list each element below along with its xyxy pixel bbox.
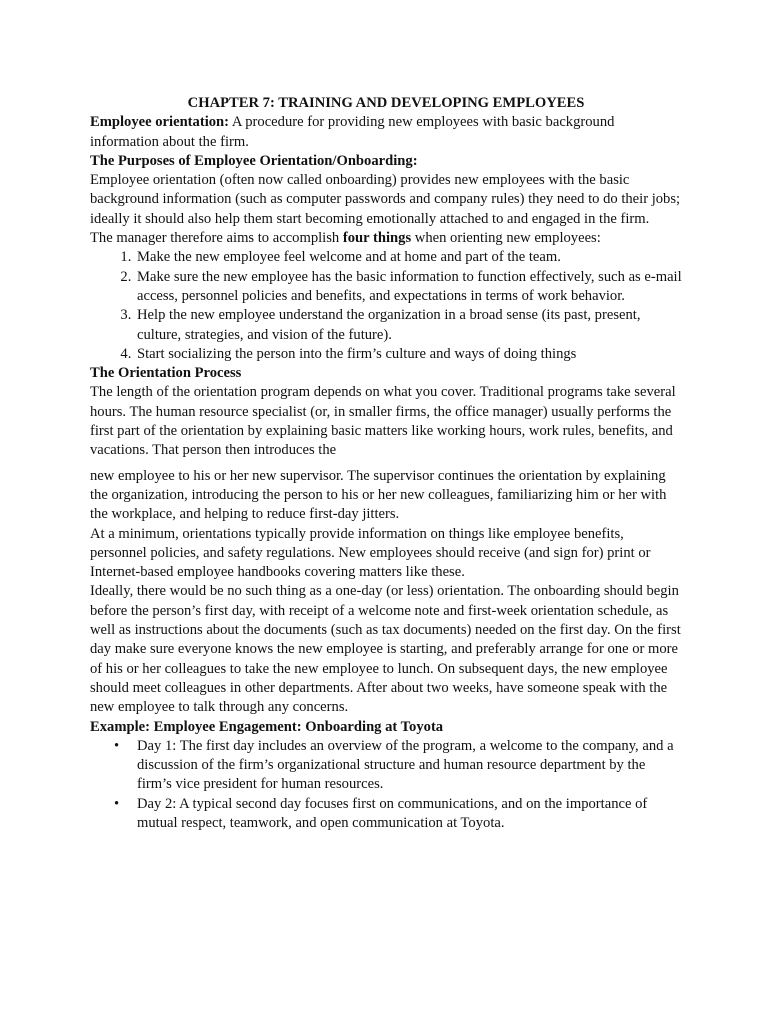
purposes-heading: The Purposes of Employee Orientation/Onboarding: xyxy=(90,152,418,169)
four-things-list xyxy=(90,248,682,364)
definition-text: A procedure for providing new employees with basic background information about the firm. xyxy=(90,114,615,150)
list-item: 4. Start socializing the person into the firm’s culture and ways of doing things xyxy=(135,345,682,364)
process-paragraph-1a: The length of the orientation program depends on what you cover. Traditional programs take several hours. The human resource specialist (or, in smaller firms, the office manager) usually performs the first part of the orientation by explaining basic matters like working hours, work rules, benefits, and vacations. That person then introduces the xyxy=(90,384,676,459)
list-item: 2. Make sure the new employee has the basic information to function effectively, such as e-mail access, personnel policies and benefits, and expectations in terms of work behavior. xyxy=(135,268,682,307)
list-item: 3. Help the new employee understand the organization in a broad sense (its past, present, culture, strategies, and vision of the future). xyxy=(135,306,682,345)
process-paragraph-3: Ideally, there would be no such thing as a one-day (or less) orientation. The onboarding should begin before the person’s first day, with receipt of a welcome note and first-week orientation schedule, as well as instructions about the documents (such as tax documents) needed on the first day. On the first day make sure everyone knows the new employee is starting, and preferably arrange for one or more of his or her colleagues to take the new employee to lunch. On subsequent days, the new employee should meet colleagues in other departments. After about two weeks, have someone speak with the new employee to talk through any concerns. xyxy=(90,583,681,716)
four-things-bold: four things xyxy=(342,230,412,247)
list-item: • Day 1: The first day includes an overview of the program, a welcome to the company, and a discussion of the firm’s organizational structure and human resource department by the firm’s vice president for human resources. xyxy=(135,737,682,795)
definition-term: Employee orientation: xyxy=(90,114,230,131)
toyota-days-list xyxy=(90,737,682,833)
list-item: • Day 2: A typical second day focuses first on communications, and on the importance of mutual respect, teamwork, and open communication at Toyota. xyxy=(135,795,682,834)
four-things-intro-after: when orienting new employees: xyxy=(411,230,601,247)
purposes-paragraph: Employee orientation (often now called onboarding) provides new employees with the basic background information (such as computer passwords and company rules) they need to do their jobs; ideally it should also help them start becoming emotionally attached to and engaged in the firm. xyxy=(90,172,681,227)
process-heading: The Orientation Process xyxy=(90,365,242,382)
process-paragraph-2: At a minimum, orientations typically provide information on things like employee benefits, personnel policies, and safety regulations. New employees should receive (and sign for) print or Internet-based employee handbooks covering matters like these. xyxy=(90,525,651,581)
list-item: 1. Make the new employee feel welcome and at home and part of the team. xyxy=(135,248,682,267)
chapter-title: CHAPTER 7: TRAINING AND DEVELOPING EMPLOYEES xyxy=(187,95,585,111)
example-heading: Example: Employee Engagement: Onboarding at Toyota xyxy=(90,718,444,735)
process-paragraph-1b: new employee to his or her new supervisor. The supervisor continues the orientation by explaining the organization, introducing the person to his or her new colleagues, familiarizing him or her with the workplace, and helping to reduce first-day jitters. xyxy=(90,467,667,523)
definition-paragraph xyxy=(90,113,682,152)
four-things-intro xyxy=(90,229,682,248)
four-things-intro-before: The manager therefore aims to accomplish xyxy=(90,230,343,247)
